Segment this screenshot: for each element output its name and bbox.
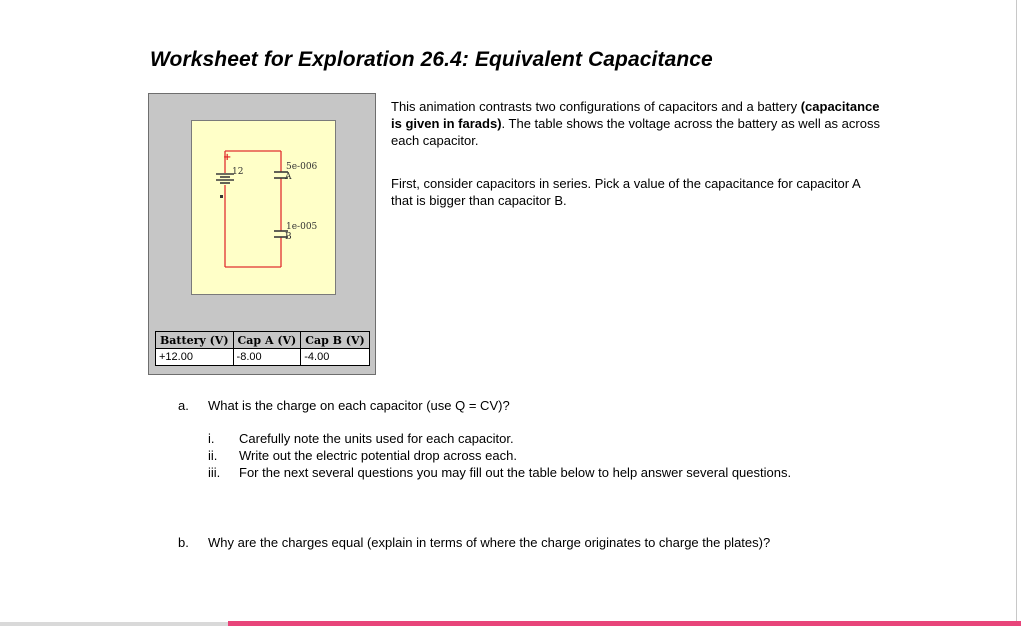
intro-text-end: . The table shows the voltage across the battery as well as across each capacitor.: [391, 116, 880, 148]
page-bottom-divider: [0, 622, 228, 626]
capacitor-a-value-label: 5e-006: [286, 162, 318, 172]
table-header-cap-b: Cap B (V): [301, 332, 369, 349]
subquestion-iii-text: For the next several questions you may fill out the table below to help answer several questions.: [239, 465, 792, 480]
table-header-battery: Battery (V): [156, 332, 234, 349]
circuit-animation-panel[interactable]: [191, 120, 336, 295]
subquestion-i-label: i.: [208, 431, 215, 446]
table-header-cap-a: Cap A (V): [233, 332, 301, 349]
page-right-edge: [1016, 0, 1017, 626]
intro-bold-note: (capacitance is given in farads): [391, 99, 880, 131]
battery-minus-mark: [220, 195, 223, 198]
question-b-label: b.: [178, 535, 189, 550]
capacitor-b-value-label: 1e-005: [286, 222, 318, 232]
cap-b-voltage-value: -4.00: [301, 349, 369, 366]
capacitor-applet: [148, 93, 376, 375]
cap-a-voltage-value: -8.00: [233, 349, 301, 366]
intro-paragraph: [391, 98, 881, 149]
series-circuit-diagram: [192, 121, 337, 296]
battery-plus-label: +: [223, 152, 232, 163]
question-a-text: What is the charge on each capacitor (use Q = CV)?: [208, 398, 510, 413]
table-row: [156, 349, 370, 366]
capacitor-b-name-label: B: [285, 232, 292, 242]
instruction-paragraph: First, consider capacitors in series. Pick a value of the capacitance for capacitor A that is bigger than capacitor B.: [391, 176, 860, 208]
battery-voltage-value: +12.00: [156, 349, 234, 366]
question-b-text: Why are the charges equal (explain in terms of where the charge originates to charge the plates)?: [208, 535, 771, 550]
subquestion-iii-label: iii.: [208, 465, 221, 480]
subquestion-i-text: Carefully note the units used for each capacitor.: [239, 431, 514, 446]
page-title: Worksheet for Exploration 26.4: Equivalent Capacitance: [150, 48, 713, 71]
question-a-label: a.: [178, 398, 189, 413]
subquestion-ii-label: ii.: [208, 448, 218, 463]
battery-value-label: 12: [232, 167, 244, 177]
page-bottom-accent-bar: [228, 621, 1021, 626]
intro-text: This animation contrasts two configurations of capacitors and a battery: [391, 99, 801, 114]
subquestion-ii-text: Write out the electric potential drop across each.: [239, 448, 517, 463]
voltage-readout-table: [155, 331, 370, 366]
capacitor-a-name-label: A: [285, 172, 292, 182]
table-header-row: [156, 332, 370, 349]
